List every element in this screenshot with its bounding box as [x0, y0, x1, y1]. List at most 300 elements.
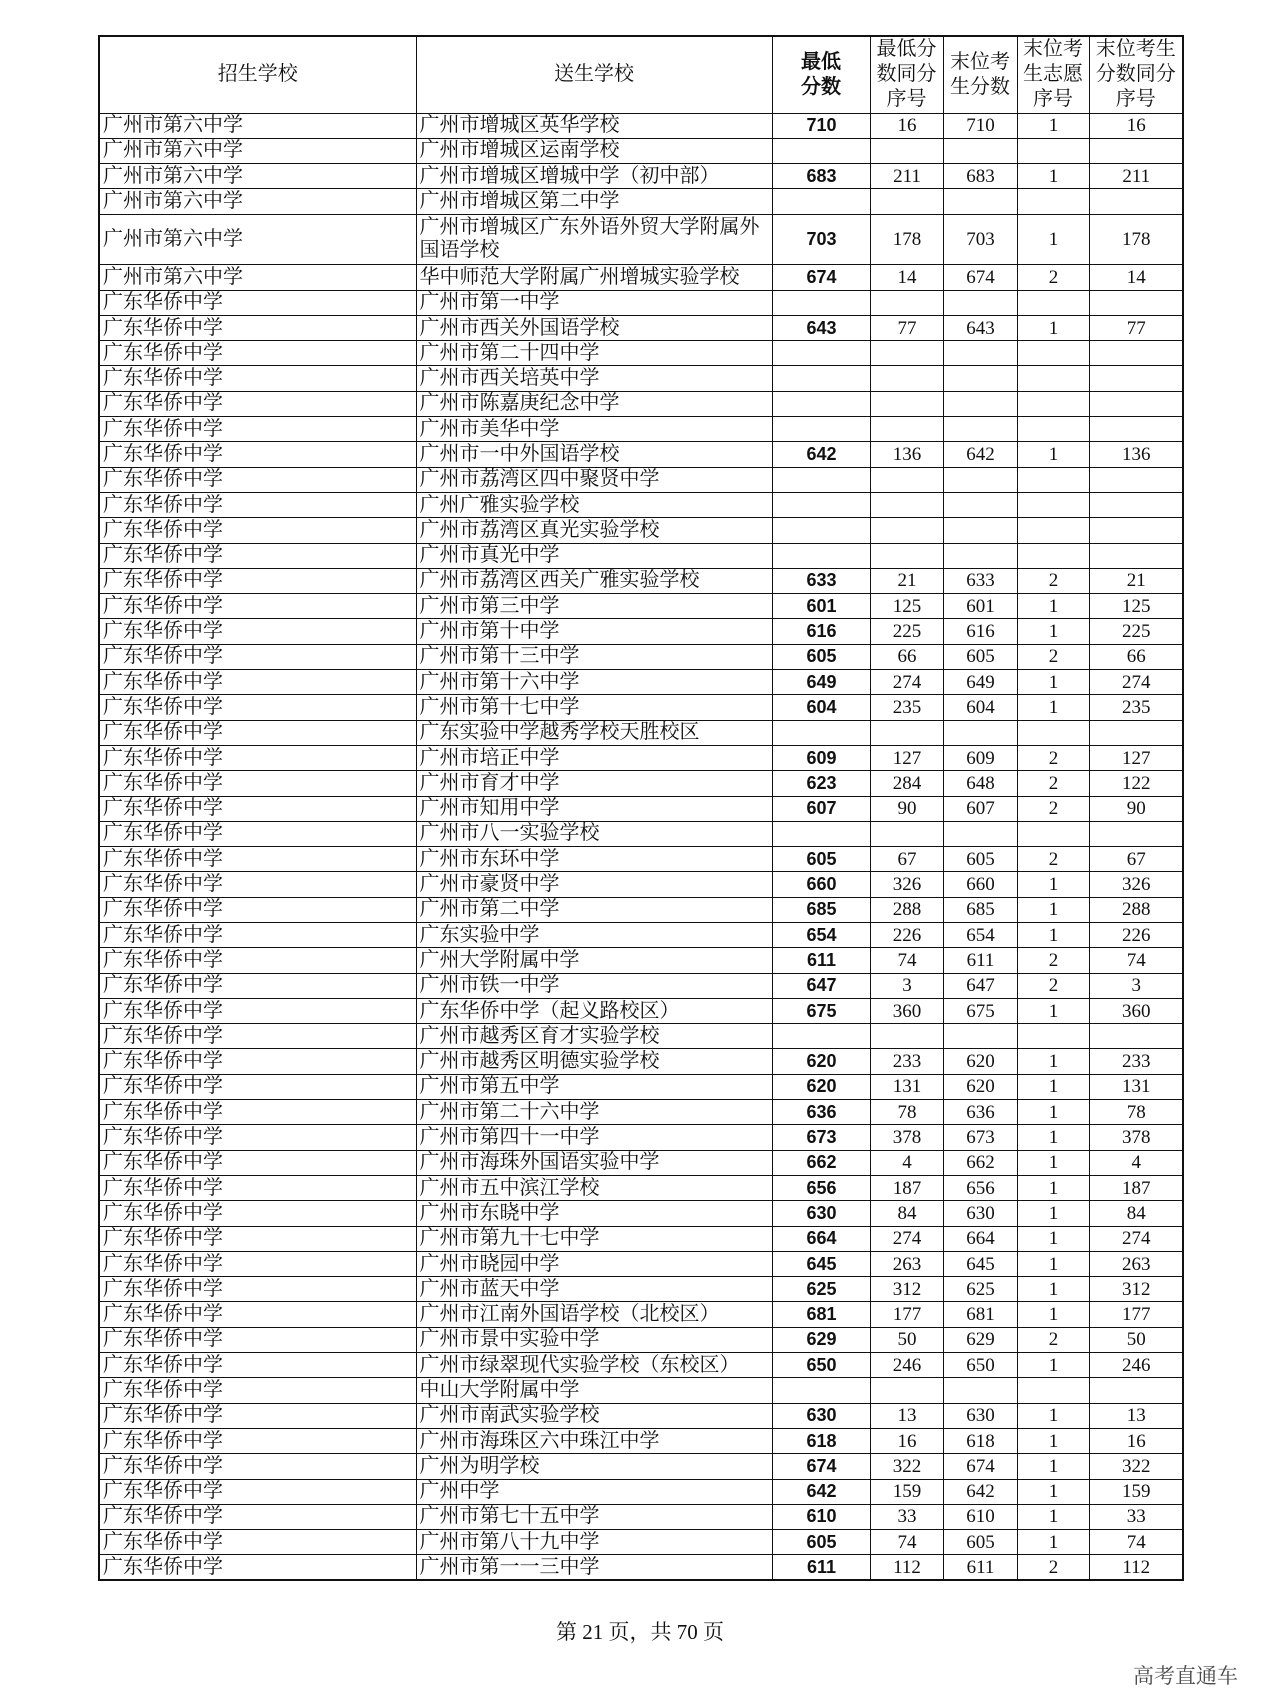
sending-school-cell: 广州市第四十一中学: [416, 1125, 772, 1150]
enrolling-school-cell: 广东华侨中学: [99, 973, 416, 998]
last-score-cell: 625: [943, 1277, 1017, 1302]
header-last-choice-rank: [1017, 36, 1089, 113]
last-choice-rank-cell: 2: [1017, 644, 1089, 669]
last-score-tie-rank-cell: 326: [1089, 872, 1183, 897]
min-score-tie-rank-cell: 16: [870, 1428, 943, 1453]
sending-school-cell: 广东实验中学: [416, 923, 772, 948]
min-score-tie-rank-cell: 360: [870, 998, 943, 1023]
last-score-tie-rank-cell: 3: [1089, 973, 1183, 998]
min-score-tie-rank-cell: 378: [870, 1125, 943, 1150]
min-score-cell: 674: [772, 265, 870, 290]
last-score-tie-rank-cell: 131: [1089, 1074, 1183, 1099]
table-row: [99, 1074, 1183, 1099]
min-score-tie-rank-cell: [870, 341, 943, 366]
last-score-cell: 681: [943, 1302, 1017, 1327]
table-row: [99, 670, 1183, 695]
last-score-tie-rank-cell: 235: [1089, 695, 1183, 720]
last-choice-rank-cell: [1017, 1024, 1089, 1049]
min-score-cell: 645: [772, 1251, 870, 1276]
sending-school-cell: 广州市第八十九中学: [416, 1530, 772, 1555]
last-score-tie-rank-cell: [1089, 543, 1183, 568]
min-score-cell: 611: [772, 1555, 870, 1580]
min-score-cell: 647: [772, 973, 870, 998]
last-score-cell: 674: [943, 265, 1017, 290]
last-score-cell: 620: [943, 1074, 1017, 1099]
sending-school-cell: 广州市第三中学: [416, 594, 772, 619]
header-last-score: [943, 36, 1017, 113]
enrolling-school-cell: 广东华侨中学: [99, 1074, 416, 1099]
min-score-tie-rank-cell: 78: [870, 1100, 943, 1125]
sending-school-cell: 广东华侨中学（起义路校区）: [416, 998, 772, 1023]
last-score-cell: 611: [943, 1555, 1017, 1580]
min-score-cell: 642: [772, 442, 870, 467]
sending-school-cell: 广州市增城区运南学校: [416, 138, 772, 163]
sending-school-cell: 广州市绿翠现代实验学校（东校区）: [416, 1353, 772, 1378]
min-score-tie-rank-cell: 178: [870, 214, 943, 265]
enrolling-school-cell: 广东华侨中学: [99, 518, 416, 543]
sending-school-cell: 广州市第五中学: [416, 1074, 772, 1099]
sending-school-cell: 广州市荔湾区真光实验学校: [416, 518, 772, 543]
last-choice-rank-cell: 2: [1017, 948, 1089, 973]
table-row: [99, 821, 1183, 846]
min-score-tie-rank-cell: 125: [870, 594, 943, 619]
table-row: [99, 417, 1183, 442]
min-score-tie-rank-cell: [870, 467, 943, 492]
min-score-cell: [772, 821, 870, 846]
last-score-tie-rank-cell: [1089, 1024, 1183, 1049]
last-score-cell: 656: [943, 1175, 1017, 1200]
last-choice-rank-cell: 1: [1017, 594, 1089, 619]
min-score-tie-rank-cell: 50: [870, 1327, 943, 1352]
min-score-tie-rank-cell: 3: [870, 973, 943, 998]
enrolling-school-cell: 广州市第六中学: [99, 214, 416, 265]
last-score-cell: 675: [943, 998, 1017, 1023]
min-score-tie-rank-cell: [870, 543, 943, 568]
last-score-tie-rank-cell: 14: [1089, 265, 1183, 290]
enrolling-school-cell: 广东华侨中学: [99, 670, 416, 695]
min-score-cell: [772, 720, 870, 745]
sending-school-cell: 广州市蓝天中学: [416, 1277, 772, 1302]
last-choice-rank-cell: 1: [1017, 872, 1089, 897]
last-score-tie-rank-cell: 322: [1089, 1454, 1183, 1479]
last-choice-rank-cell: 1: [1017, 1504, 1089, 1529]
enrolling-school-cell: 广东华侨中学: [99, 1353, 416, 1378]
sending-school-cell: 华中师范大学附属广州增城实验学校: [416, 265, 772, 290]
enrolling-school-cell: 广东华侨中学: [99, 417, 416, 442]
last-score-cell: 601: [943, 594, 1017, 619]
last-score-cell: 630: [943, 1201, 1017, 1226]
enrolling-school-cell: 广东华侨中学: [99, 1302, 416, 1327]
enrolling-school-cell: 广东华侨中学: [99, 467, 416, 492]
last-choice-rank-cell: 1: [1017, 1479, 1089, 1504]
min-score-tie-rank-cell: 127: [870, 745, 943, 770]
last-choice-rank-cell: 1: [1017, 113, 1089, 138]
enrolling-school-cell: 广东华侨中学: [99, 1277, 416, 1302]
enrolling-school-cell: 广东华侨中学: [99, 442, 416, 467]
last-score-cell: [943, 720, 1017, 745]
table-row: [99, 1378, 1183, 1403]
last-choice-rank-cell: 2: [1017, 771, 1089, 796]
last-score-cell: [943, 417, 1017, 442]
table-row: [99, 1277, 1183, 1302]
min-score-tie-rank-cell: 288: [870, 897, 943, 922]
last-choice-rank-cell: 1: [1017, 897, 1089, 922]
table-row: [99, 1504, 1183, 1529]
last-score-cell: [943, 391, 1017, 416]
last-score-tie-rank-cell: 125: [1089, 594, 1183, 619]
last-score-cell: 607: [943, 796, 1017, 821]
header-enrolling-school: [99, 36, 416, 113]
min-score-cell: 674: [772, 1454, 870, 1479]
table-row: [99, 1150, 1183, 1175]
min-score-cell: 620: [772, 1049, 870, 1074]
sending-school-cell: 广州市育才中学: [416, 771, 772, 796]
sending-school-cell: 广州市江南外国语学校（北校区）: [416, 1302, 772, 1327]
header-line: 序号: [1115, 88, 1156, 111]
last-score-tie-rank-cell: 312: [1089, 1277, 1183, 1302]
last-score-cell: 616: [943, 619, 1017, 644]
sending-school-cell: 广州市东环中学: [416, 847, 772, 872]
last-choice-rank-cell: 2: [1017, 847, 1089, 872]
enrolling-school-cell: 广东华侨中学: [99, 1530, 416, 1555]
last-choice-rank-cell: [1017, 366, 1089, 391]
last-choice-rank-cell: 1: [1017, 1100, 1089, 1125]
last-score-tie-rank-cell: 177: [1089, 1302, 1183, 1327]
admission-score-table: [98, 35, 1184, 1581]
last-score-cell: 685: [943, 897, 1017, 922]
header-line: 最低分: [876, 38, 937, 61]
header-line: 末位考: [1023, 38, 1083, 61]
min-score-tie-rank-cell: 284: [870, 771, 943, 796]
table-row: [99, 366, 1183, 391]
last-score-tie-rank-cell: 178: [1089, 214, 1183, 265]
last-choice-rank-cell: 1: [1017, 695, 1089, 720]
enrolling-school-cell: 广东华侨中学: [99, 1251, 416, 1276]
table-row: [99, 644, 1183, 669]
table-row: [99, 1175, 1183, 1200]
table-row: [99, 1049, 1183, 1074]
min-score-tie-rank-cell: 112: [870, 1555, 943, 1580]
enrolling-school-cell: 广东华侨中学: [99, 568, 416, 593]
min-score-tie-rank-cell: 312: [870, 1277, 943, 1302]
table-row: [99, 1251, 1183, 1276]
min-score-tie-rank-cell: 187: [870, 1175, 943, 1200]
enrolling-school-cell: 广东华侨中学: [99, 1100, 416, 1125]
min-score-cell: [772, 391, 870, 416]
min-score-tie-rank-cell: 66: [870, 644, 943, 669]
enrolling-school-cell: 广州市第六中学: [99, 164, 416, 189]
min-score-cell: 649: [772, 670, 870, 695]
min-score-tie-rank-cell: 14: [870, 265, 943, 290]
last-score-tie-rank-cell: 74: [1089, 948, 1183, 973]
last-choice-rank-cell: 1: [1017, 1530, 1089, 1555]
last-choice-rank-cell: 2: [1017, 796, 1089, 821]
table-row: [99, 391, 1183, 416]
enrolling-school-cell: 广东华侨中学: [99, 796, 416, 821]
last-choice-rank-cell: 1: [1017, 214, 1089, 265]
last-score-tie-rank-cell: 78: [1089, 1100, 1183, 1125]
enrolling-school-cell: 广州市第六中学: [99, 265, 416, 290]
last-score-cell: 674: [943, 1454, 1017, 1479]
min-score-tie-rank-cell: 131: [870, 1074, 943, 1099]
enrolling-school-cell: 广州市第六中学: [99, 189, 416, 214]
sending-school-cell: 广州市荔湾区四中聚贤中学: [416, 467, 772, 492]
table-row: [99, 1125, 1183, 1150]
last-score-tie-rank-cell: [1089, 1378, 1183, 1403]
last-score-cell: [943, 290, 1017, 315]
last-choice-rank-cell: 1: [1017, 1175, 1089, 1200]
min-score-cell: 654: [772, 923, 870, 948]
last-score-tie-rank-cell: 67: [1089, 847, 1183, 872]
enrolling-school-cell: 广东华侨中学: [99, 821, 416, 846]
last-score-tie-rank-cell: 16: [1089, 113, 1183, 138]
min-score-tie-rank-cell: [870, 391, 943, 416]
header-line: 序号: [886, 88, 927, 111]
min-score-tie-rank-cell: [870, 1024, 943, 1049]
min-score-cell: [772, 518, 870, 543]
sending-school-cell: 广州市第十七中学: [416, 695, 772, 720]
last-choice-rank-cell: [1017, 391, 1089, 416]
table-row: [99, 695, 1183, 720]
last-score-cell: 660: [943, 872, 1017, 897]
table-row: [99, 113, 1183, 138]
last-score-tie-rank-cell: [1089, 492, 1183, 517]
enrolling-school-cell: 广东华侨中学: [99, 1024, 416, 1049]
enrolling-school-cell: 广东华侨中学: [99, 1428, 416, 1453]
min-score-cell: [772, 290, 870, 315]
last-score-tie-rank-cell: 288: [1089, 897, 1183, 922]
min-score-cell: 675: [772, 998, 870, 1023]
enrolling-school-cell: 广州市第六中学: [99, 113, 416, 138]
last-choice-rank-cell: [1017, 720, 1089, 745]
last-score-cell: 636: [943, 1100, 1017, 1125]
min-score-cell: 650: [772, 1353, 870, 1378]
last-score-tie-rank-cell: 226: [1089, 923, 1183, 948]
min-score-cell: 629: [772, 1327, 870, 1352]
sending-school-cell: 广州市海珠区六中珠江中学: [416, 1428, 772, 1453]
sending-school-cell: 广州市第十六中学: [416, 670, 772, 695]
min-score-tie-rank-cell: [870, 138, 943, 163]
min-score-cell: 642: [772, 1479, 870, 1504]
last-score-tie-rank-cell: 360: [1089, 998, 1183, 1023]
last-score-cell: 605: [943, 847, 1017, 872]
last-choice-rank-cell: 1: [1017, 1226, 1089, 1251]
header-min-score-tie-rank: [870, 36, 943, 113]
last-score-tie-rank-cell: [1089, 366, 1183, 391]
min-score-cell: [772, 1024, 870, 1049]
min-score-tie-rank-cell: 13: [870, 1403, 943, 1428]
enrolling-school-cell: 广东华侨中学: [99, 1201, 416, 1226]
min-score-tie-rank-cell: [870, 1378, 943, 1403]
last-choice-rank-cell: 1: [1017, 1454, 1089, 1479]
last-score-cell: 642: [943, 1479, 1017, 1504]
last-score-tie-rank-cell: [1089, 720, 1183, 745]
min-score-tie-rank-cell: 246: [870, 1353, 943, 1378]
sending-school-cell: 广州市增城区英华学校: [416, 113, 772, 138]
last-score-tie-rank-cell: 246: [1089, 1353, 1183, 1378]
last-score-tie-rank-cell: 50: [1089, 1327, 1183, 1352]
last-score-tie-rank-cell: 21: [1089, 568, 1183, 593]
sending-school-cell: 广东实验中学越秀学校天胜校区: [416, 720, 772, 745]
sending-school-cell: 广州大学附属中学: [416, 948, 772, 973]
min-score-cell: 685: [772, 897, 870, 922]
table-row: [99, 1479, 1183, 1504]
min-score-cell: [772, 417, 870, 442]
enrolling-school-cell: 广东华侨中学: [99, 290, 416, 315]
last-choice-rank-cell: 1: [1017, 1150, 1089, 1175]
min-score-tie-rank-cell: 235: [870, 695, 943, 720]
header-line: 末位考生: [1095, 38, 1176, 61]
last-choice-rank-cell: 1: [1017, 1125, 1089, 1150]
last-score-tie-rank-cell: 33: [1089, 1504, 1183, 1529]
last-score-tie-rank-cell: [1089, 821, 1183, 846]
header-line: 最低: [801, 50, 841, 73]
min-score-cell: 673: [772, 1125, 870, 1150]
min-score-cell: 601: [772, 594, 870, 619]
sending-school-cell: 广州市五中滨江学校: [416, 1175, 772, 1200]
min-score-tie-rank-cell: [870, 366, 943, 391]
last-score-tie-rank-cell: 225: [1089, 619, 1183, 644]
min-score-tie-rank-cell: 67: [870, 847, 943, 872]
min-score-tie-rank-cell: 77: [870, 315, 943, 340]
sending-school-cell: 广州市第二中学: [416, 897, 772, 922]
table-row: [99, 543, 1183, 568]
min-score-tie-rank-cell: [870, 821, 943, 846]
table-row: [99, 847, 1183, 872]
last-score-cell: [943, 543, 1017, 568]
table-row: [99, 1353, 1183, 1378]
sending-school-cell: 广州市越秀区育才实验学校: [416, 1024, 772, 1049]
sending-school-cell: 广州市增城区广东外语外贸大学附属外国语学校: [416, 214, 772, 265]
table-row: [99, 1530, 1183, 1555]
min-score-tie-rank-cell: 233: [870, 1049, 943, 1074]
last-score-tie-rank-cell: 13: [1089, 1403, 1183, 1428]
min-score-tie-rank-cell: 274: [870, 670, 943, 695]
last-score-tie-rank-cell: 274: [1089, 1226, 1183, 1251]
min-score-cell: 605: [772, 1530, 870, 1555]
last-score-cell: 604: [943, 695, 1017, 720]
last-score-cell: 703: [943, 214, 1017, 265]
header-line: 分数同分: [1095, 63, 1176, 86]
last-choice-rank-cell: 1: [1017, 619, 1089, 644]
enrolling-school-cell: 广东华侨中学: [99, 1403, 416, 1428]
last-score-cell: 633: [943, 568, 1017, 593]
table-row: [99, 164, 1183, 189]
last-choice-rank-cell: [1017, 189, 1089, 214]
last-score-cell: 605: [943, 1530, 1017, 1555]
enrolling-school-cell: 广东华侨中学: [99, 1049, 416, 1074]
header-line: 生志愿: [1023, 63, 1083, 86]
sending-school-cell: 广州市荔湾区西关广雅实验学校: [416, 568, 772, 593]
last-score-cell: [943, 1378, 1017, 1403]
table-row: [99, 1201, 1183, 1226]
last-choice-rank-cell: 1: [1017, 1277, 1089, 1302]
last-score-cell: 648: [943, 771, 1017, 796]
min-score-tie-rank-cell: [870, 518, 943, 543]
watermark-text: 高考直通车: [1133, 1664, 1238, 1688]
table-row: [99, 341, 1183, 366]
min-score-tie-rank-cell: 225: [870, 619, 943, 644]
min-score-tie-rank-cell: 84: [870, 1201, 943, 1226]
table-row: [99, 998, 1183, 1023]
last-score-tie-rank-cell: [1089, 290, 1183, 315]
enrolling-school-cell: 广东华侨中学: [99, 1327, 416, 1352]
table-row: [99, 442, 1183, 467]
last-score-tie-rank-cell: 127: [1089, 745, 1183, 770]
last-score-tie-rank-cell: 74: [1089, 1530, 1183, 1555]
min-score-cell: 620: [772, 1074, 870, 1099]
last-score-cell: 642: [943, 442, 1017, 467]
last-choice-rank-cell: [1017, 518, 1089, 543]
last-choice-rank-cell: 1: [1017, 315, 1089, 340]
header-line: 生分数: [950, 75, 1010, 98]
page-number: 第 21 页，共 70 页: [556, 1620, 724, 1644]
last-score-tie-rank-cell: 263: [1089, 1251, 1183, 1276]
last-choice-rank-cell: [1017, 417, 1089, 442]
last-score-tie-rank-cell: 187: [1089, 1175, 1183, 1200]
table-row: [99, 492, 1183, 517]
min-score-tie-rank-cell: [870, 189, 943, 214]
table-row: [99, 214, 1183, 265]
min-score-tie-rank-cell: 90: [870, 796, 943, 821]
last-score-tie-rank-cell: [1089, 417, 1183, 442]
enrolling-school-cell: 广东华侨中学: [99, 1555, 416, 1580]
last-score-cell: [943, 366, 1017, 391]
enrolling-school-cell: 广东华侨中学: [99, 1226, 416, 1251]
last-score-tie-rank-cell: 211: [1089, 164, 1183, 189]
table-row: [99, 518, 1183, 543]
last-choice-rank-cell: 1: [1017, 1428, 1089, 1453]
sending-school-cell: 广州市第七十五中学: [416, 1504, 772, 1529]
last-choice-rank-cell: [1017, 341, 1089, 366]
table-row: [99, 619, 1183, 644]
last-score-tie-rank-cell: 378: [1089, 1125, 1183, 1150]
last-score-cell: 610: [943, 1504, 1017, 1529]
enrolling-school-cell: 广东华侨中学: [99, 619, 416, 644]
enrolling-school-cell: 广东华侨中学: [99, 1454, 416, 1479]
min-score-cell: 630: [772, 1201, 870, 1226]
last-score-cell: 605: [943, 644, 1017, 669]
min-score-tie-rank-cell: 263: [870, 1251, 943, 1276]
table-row: [99, 771, 1183, 796]
min-score-cell: 656: [772, 1175, 870, 1200]
sending-school-cell: 广州市第一一三中学: [416, 1555, 772, 1580]
last-score-tie-rank-cell: 233: [1089, 1049, 1183, 1074]
header-sending-school: [416, 36, 772, 113]
table-row: [99, 1428, 1183, 1453]
header-line: 末位考: [950, 50, 1010, 73]
last-score-tie-rank-cell: 77: [1089, 315, 1183, 340]
table-row: [99, 1454, 1183, 1479]
last-choice-rank-cell: 2: [1017, 265, 1089, 290]
last-score-tie-rank-cell: 16: [1089, 1428, 1183, 1453]
min-score-cell: 681: [772, 1302, 870, 1327]
min-score-tie-rank-cell: 226: [870, 923, 943, 948]
enrolling-school-cell: 广东华侨中学: [99, 923, 416, 948]
last-choice-rank-cell: 1: [1017, 1353, 1089, 1378]
last-choice-rank-cell: 1: [1017, 1403, 1089, 1428]
min-score-tie-rank-cell: 16: [870, 113, 943, 138]
min-score-cell: 625: [772, 1277, 870, 1302]
sending-school-cell: 广州市增城区增城中学（初中部）: [416, 164, 772, 189]
last-score-tie-rank-cell: 136: [1089, 442, 1183, 467]
header-line: 送生学校: [554, 63, 634, 86]
table-row: [99, 1403, 1183, 1428]
table-row: [99, 568, 1183, 593]
table-row: [99, 897, 1183, 922]
last-score-cell: [943, 492, 1017, 517]
sending-school-cell: 广州市南武实验学校: [416, 1403, 772, 1428]
